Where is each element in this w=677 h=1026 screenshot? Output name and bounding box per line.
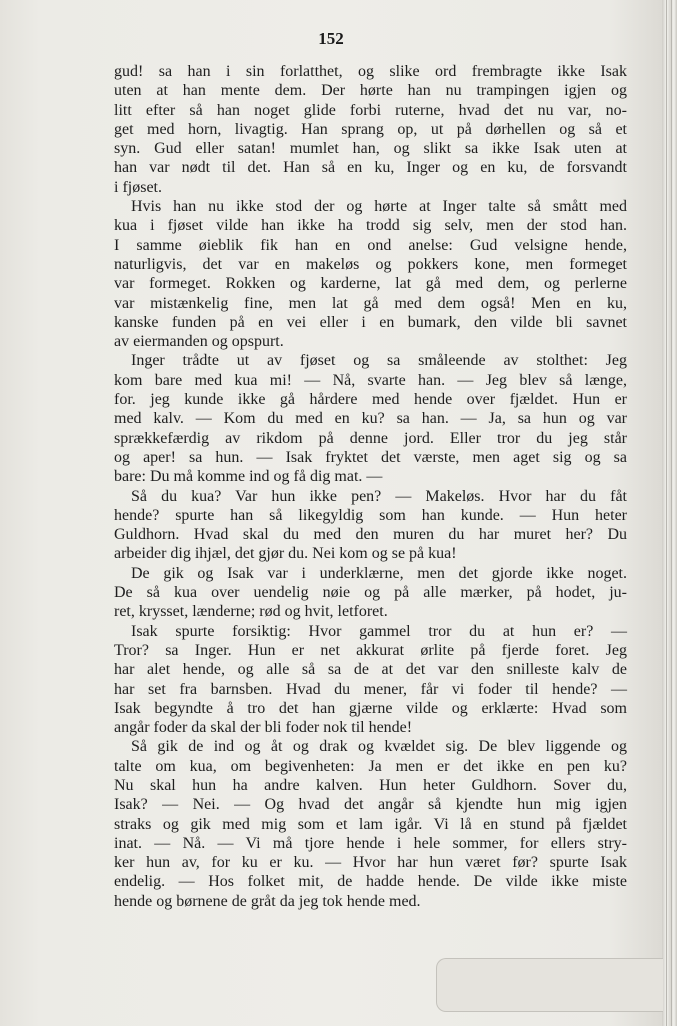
text-line: bare: Du må komme ind og få dig mat. —	[114, 468, 383, 486]
text-line: uten at han mente dem. Der hørte han nu trampingen igjen og	[114, 82, 627, 100]
text-line: og aper! sa hun. — Isak fryktet det værste, men aget sig og sa	[114, 448, 627, 466]
text-line: gud! sa han i sin forlatthet, og slike ord frembragte ikke Isak	[114, 63, 627, 80]
text-line: Isak spurte forsiktig: Hvor gammel tror du at hun er? —	[131, 622, 627, 640]
text-line: De gik og Isak var i underklærne, men det gjorde ikke noget.	[131, 564, 627, 582]
body-text	[114, 62, 627, 911]
text-line: Tror? sa Inger. Hun er net akkurat ørlite på fjerde foret. Jeg	[114, 641, 627, 659]
page-tab-marker	[436, 958, 663, 1012]
page-edge	[662, 0, 677, 1026]
text-line: hende og børnene de gråt da jeg tok hende med.	[114, 892, 421, 910]
text-line: har set fra barnsben. Hvad du mener, får vi foder til hende? —	[114, 680, 627, 698]
text-line: straks og gik med mig som et lam igår. Vi lå en stund på fjældet	[114, 815, 627, 833]
text-line: for. jeg kunde ikke gå hårdere med hende over fjældet. Hun er	[114, 391, 627, 409]
text-line: Nu skal hun ha andre kalven. Hun heter Guldhorn. Sover du,	[114, 776, 627, 794]
page-edge-line	[671, 0, 672, 1026]
text-line: Guldhorn. Hvad skal du med den muren du har muret her? Du	[114, 526, 627, 544]
text-line: endelig. — Hos folket mit, de hadde hende. De vilde ikke miste	[114, 873, 627, 891]
text-line: av eiermanden og opspurt.	[114, 333, 284, 351]
text-line: talte om kua, om begivenheten: Ja men er det ikke en pen ku?	[114, 757, 627, 775]
text-line: Så gik de ind og åt og drak og kvældet sig. De blev liggende og	[131, 738, 627, 756]
text-line: kanske funden på en vei eller i en bumark, den vilde bli savnet	[114, 313, 627, 331]
text-line: Så du kua? Var hun ikke pen? — Makeløs. Hvor har du fåt	[131, 487, 627, 505]
text-line: kua i fjøset vilde han ikke ha trodd sig selv, men der stod han.	[114, 217, 627, 235]
text-line: Inger trådte ut av fjøset og sa småleende av stolthet: Jeg	[131, 352, 627, 370]
text-line: sprækkefærdig av rikdom på denne jord. Eller tror du jeg står	[114, 429, 627, 447]
text-line: ret, krysset, lænderne; rød og hvit, letforet.	[114, 603, 388, 621]
text-line: var mistænkelig fine, men lat gå med dem også! Men en ku,	[114, 294, 627, 312]
text-line: han var nødt til det. Han så en ku, Inger og en ku, de forsvandt	[114, 159, 627, 177]
text-line: Isak? — Nei. — Og hvad det angår så kjendte hun mig igjen	[114, 796, 627, 814]
text-line: i fjøset.	[114, 178, 162, 196]
text-line: angår foder da skal der bli foder nok til hende!	[114, 719, 413, 737]
text-line: Hvis han nu ikke stod der og hørte at Inger talte så smått med	[131, 198, 627, 216]
text-line: hende? spurte han så likegyldig som han kunde. — Hun heter	[114, 506, 627, 524]
text-line: har alet hende, og alle så sa de at det var den snilleste kalv de	[114, 661, 627, 679]
text-line: med kalv. — Kom du med en ku? sa han. — Ja, sa hun og var	[114, 410, 627, 428]
text-line: get med horn, livagtig. Han sprang op, ut på dørhellen og så et	[114, 120, 627, 138]
text-line: De så kua over uendelig nøie og på alle mærker, på hodet, ju-	[114, 584, 627, 602]
text-line: syn. Gud eller satan! mumlet han, og slikt sa ikke Isak uten at	[114, 140, 627, 158]
text-line: var formeget. Rokken og karderne, lat gå med dem, og perlerne	[114, 275, 627, 293]
text-line: arbeider dig ihjæl, det gjør du. Nei kom og se på kua!	[114, 545, 457, 563]
page-number: 152	[318, 29, 344, 48]
text-line: inat. — Nå. — Vi må tjore hende i hele sommer, for ellers stry-	[114, 834, 627, 852]
text-line: kom bare med kua mi! — Nå, svarte han. — Jeg blev så længe,	[114, 371, 627, 389]
page-edge-line	[666, 0, 667, 1026]
text-line: naturligvis, det var en makeløs og pokkers kone, men formeget	[114, 255, 627, 273]
text-line: ker hun av, for ku er ku. — Hvor har hun været før? spurte Isak	[114, 854, 627, 872]
text-line: litt efter så han noget glide forbi ruterne, hvad det nu var, no-	[114, 101, 627, 119]
text-line: I samme øieblik fik han en ond anelse: Gud velsigne hende,	[114, 236, 627, 254]
text-line: Isak begyndte å tro det han gjærne vilde og erklærte: Hvad som	[114, 699, 627, 717]
